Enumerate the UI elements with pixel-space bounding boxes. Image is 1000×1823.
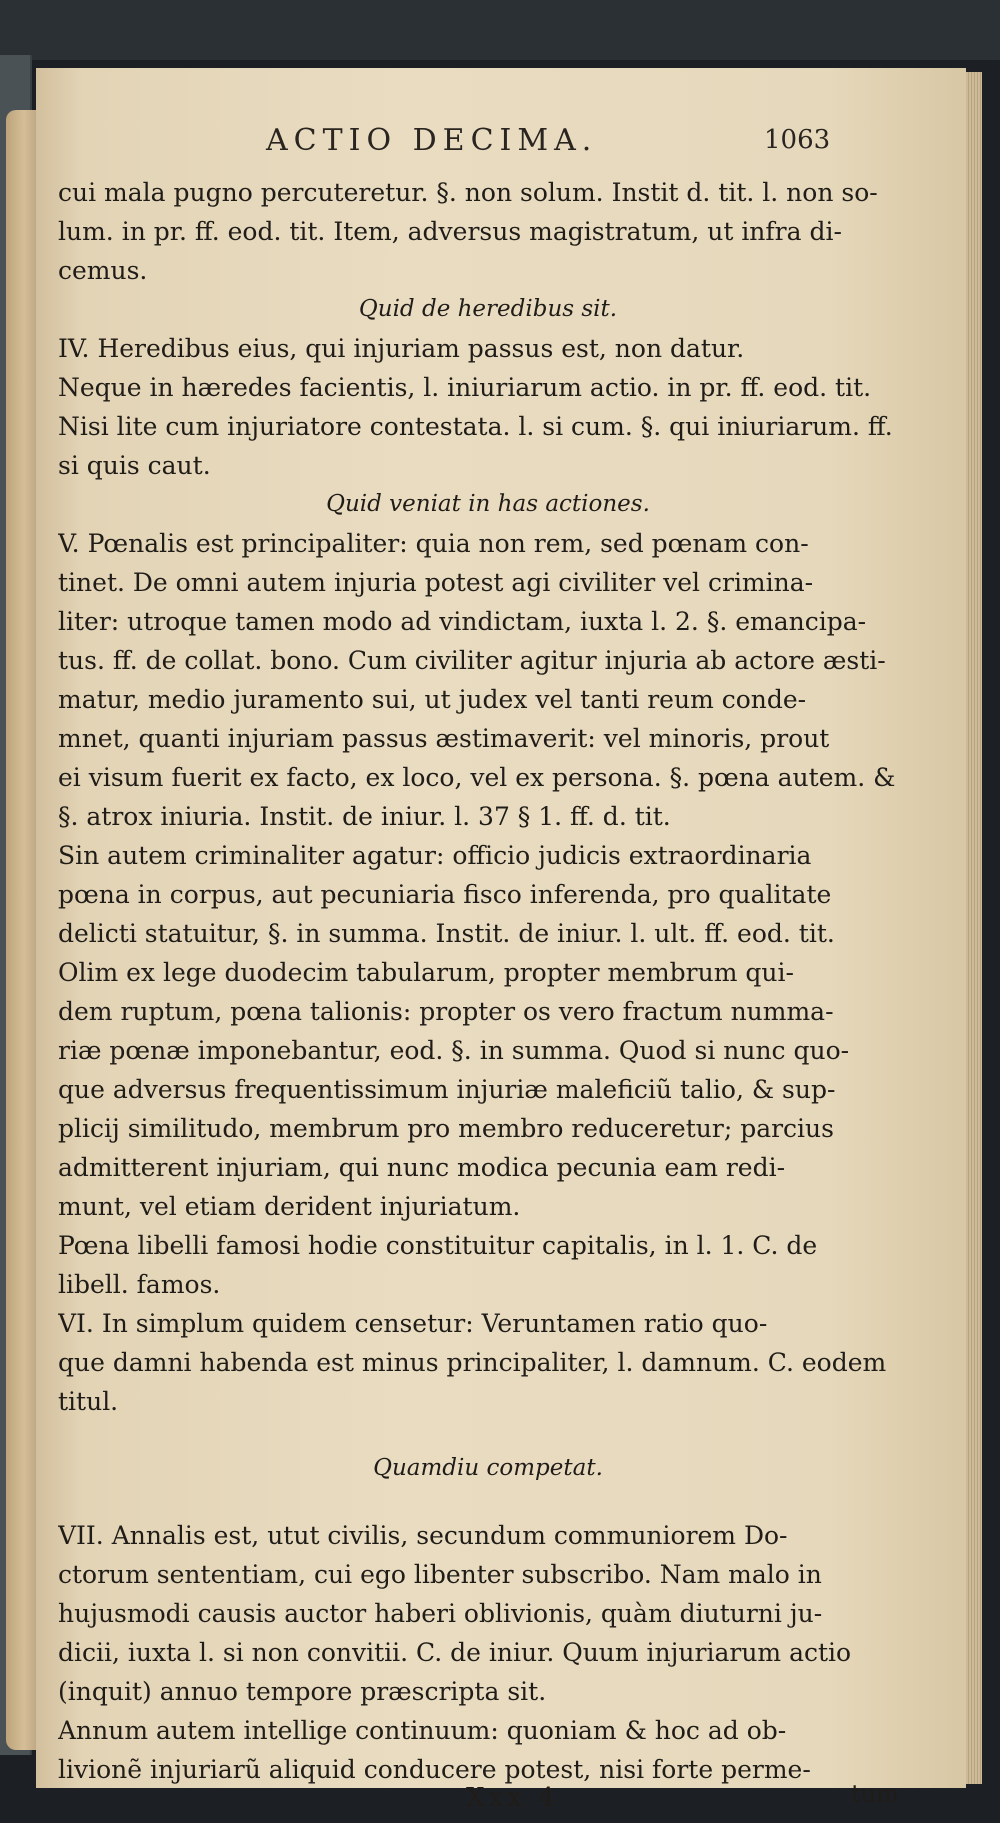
text-line: cemus. [58,256,148,285]
text-line: munt, vel etiam derident injuriatum. [58,1192,521,1221]
text-line: dicii, iuxta l. si non convitii. C. de iniur. Quum injuriarum actio [58,1638,852,1667]
text-line: hujusmodi causis auctor haberi oblivionis, quàm diuturni ju- [58,1599,823,1628]
text-line: matur, medio juramento sui, ut judex vel tanti reum conde- [58,685,807,714]
text-line: lum. in pr. ff. eod. tit. Item, adversus magistratum, ut infra di- [58,217,842,246]
text-line: cui mala pugno percuteretur. §. non solum. Instit d. tit. l. non so- [58,178,878,207]
text-line: pœna in corpus, aut pecuniaria fisco inferenda, pro qualitate [58,880,832,909]
text-line: riæ pœnæ imponebantur, eod. §. in summa. Quod si nunc quo- [58,1036,850,1065]
text-line: livionẽ injuriarũ aliquid conducere potest, nisi forte perme- [58,1755,811,1784]
text-line: que adversus frequentissimum injuriæ maleficiũ talio, & sup- [58,1075,836,1104]
text-line: ctorum sententiam, cui ego libenter subscribo. Nam malo in [58,1560,822,1589]
text-line: (inquit) annuo tempore præscripta sit. [58,1677,547,1706]
signature-mark: Xxx 4 [466,1783,559,1813]
text-line: titul. [58,1387,119,1416]
text-line: que damni habenda est minus principaliter, l. damnum. C. eodem [58,1348,887,1377]
book-page [36,68,966,1813]
text-line: liter: utroque tamen modo ad vindictam, iuxta l. 2. §. emancipa- [58,607,867,636]
text-line: libell. famos. [58,1270,221,1299]
text-line: Neque in hæredes facientis, l. iniuriarum actio. in pr. ff. eod. tit. [58,373,872,402]
text-line: Pœna libelli famosi hodie constituitur capitalis, in l. 1. C. de [58,1231,818,1260]
page-header [36,123,966,163]
text-line: admitterent injuriam, qui nunc modica pecunia eam redi- [58,1153,786,1182]
text-line: Olim ex lege duodecim tabularum, propter membrum qui- [58,958,794,987]
catchword: tum [851,1780,899,1808]
section-subheading: Quamdiu competat. [373,1455,603,1481]
text-line: Annum autem intellige continuum: quoniam & hoc ad ob- [58,1716,787,1745]
page-number: 1063 [764,125,831,155]
text-line: VI. In simplum quidem censetur: Veruntamen ratio quo- [58,1309,768,1338]
text-line: IV. Heredibus eius, qui injuriam passus est, non datur. [58,334,745,363]
text-line: VII. Annalis est, utut civilis, secundum communiorem Do- [58,1521,788,1550]
text-line: delicti statuitur, §. in summa. Instit. de iniur. l. ult. ff. eod. tit. [58,919,835,948]
section-subheading: Quid de heredibus sit. [358,296,618,322]
page-block-edge [966,72,982,1784]
text-line: ei visum fuerit ex facto, ex loco, vel ex persona. §. pœna autem. & [58,763,896,792]
page-body-text [58,173,918,1789]
running-head: ACTIO DECIMA. [266,123,598,158]
text-line: si quis caut. [58,451,211,480]
text-line: Sin autem criminaliter agatur: officio judicis extraordinaria [58,841,812,870]
facing-page-edge [6,110,36,1750]
text-line: Nisi lite cum injuriatore contestata. l. si cum. §. qui iniuriarum. ff. [58,412,893,441]
text-line: dem ruptum, pœna talionis: propter os vero fractum numma- [58,997,834,1026]
text-line: mnet, quanti injuriam passus æstimaverit: vel minoris, prout [58,724,830,753]
text-line: V. Pœnalis est principaliter: quia non rem, sed pœnam con- [58,529,809,558]
text-line: tus. ff. de collat. bono. Cum civiliter agitur injuria ab actore æsti- [58,646,886,675]
text-line: plicij similitudo, membrum pro membro reduceretur; parcius [58,1114,834,1143]
section-subheading: Quid veniat in has actiones. [326,491,650,517]
text-line: tinet. De omni autem injuria potest agi civiliter vel crimina- [58,568,814,597]
background-top [0,0,1000,60]
text-line: §. atrox iniuria. Instit. de iniur. l. 37 § 1. ff. d. tit. [58,802,671,831]
